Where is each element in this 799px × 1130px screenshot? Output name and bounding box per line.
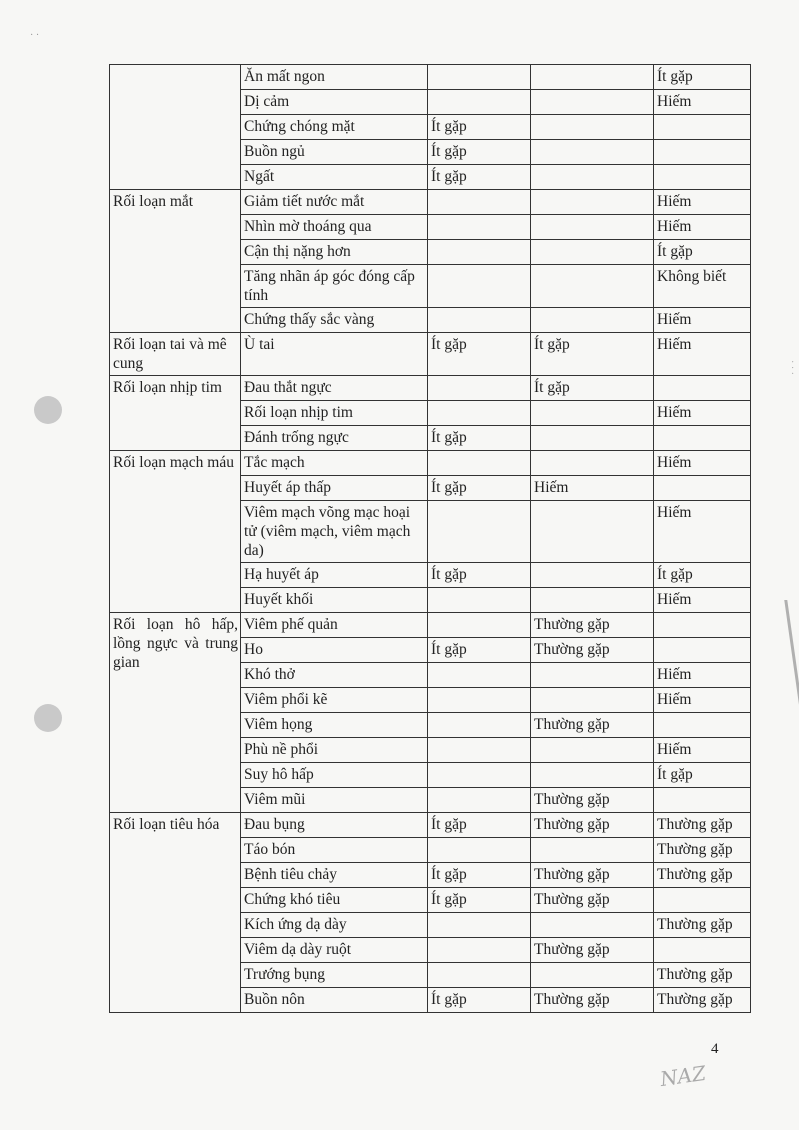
frequency-cell-1 xyxy=(428,90,531,115)
frequency-cell-1: Ít gặp xyxy=(428,426,531,451)
frequency-cell-3: Ít gặp xyxy=(654,563,751,588)
frequency-cell-3 xyxy=(654,713,751,738)
frequency-cell-1 xyxy=(428,913,531,938)
symptom-cell: Hạ huyết áp xyxy=(241,563,428,588)
edge-stamp xyxy=(764,600,799,710)
frequency-cell-1: Ít gặp xyxy=(428,165,531,190)
symptom-cell: Suy hô hấp xyxy=(241,763,428,788)
frequency-cell-1: Ít gặp xyxy=(428,638,531,663)
frequency-cell-3: Ít gặp xyxy=(654,763,751,788)
frequency-cell-3: Thường gặp xyxy=(654,813,751,838)
frequency-cell-2 xyxy=(531,838,654,863)
frequency-cell-2 xyxy=(531,451,654,476)
frequency-cell-3: Hiếm xyxy=(654,688,751,713)
symptom-cell: Giảm tiết nước mắt xyxy=(241,190,428,215)
frequency-cell-2 xyxy=(531,215,654,240)
frequency-cell-2 xyxy=(531,65,654,90)
symptom-cell: Ho xyxy=(241,638,428,663)
frequency-cell-3 xyxy=(654,376,751,401)
frequency-cell-3: Thường gặp xyxy=(654,913,751,938)
symptom-cell: Cận thị nặng hơn xyxy=(241,240,428,265)
frequency-cell-3: Hiếm xyxy=(654,215,751,240)
frequency-cell-2: Hiếm xyxy=(531,476,654,501)
symptom-cell: Viêm dạ dày ruột xyxy=(241,938,428,963)
frequency-cell-1 xyxy=(428,688,531,713)
frequency-cell-2 xyxy=(531,90,654,115)
symptom-cell: Đau bụng xyxy=(241,813,428,838)
frequency-cell-3: Hiếm xyxy=(654,588,751,613)
frequency-cell-2 xyxy=(531,688,654,713)
frequency-cell-1 xyxy=(428,190,531,215)
frequency-cell-2: Thường gặp xyxy=(531,713,654,738)
frequency-cell-3: Hiếm xyxy=(654,190,751,215)
frequency-cell-1: Ít gặp xyxy=(428,563,531,588)
symptom-cell: Viêm phế quản xyxy=(241,613,428,638)
frequency-cell-1: Ít gặp xyxy=(428,813,531,838)
table-row xyxy=(110,813,751,838)
frequency-cell-2 xyxy=(531,265,654,308)
symptom-cell: Phù nề phổi xyxy=(241,738,428,763)
symptom-cell: Đánh trống ngực xyxy=(241,426,428,451)
frequency-cell-1: Ít gặp xyxy=(428,863,531,888)
frequency-cell-2 xyxy=(531,763,654,788)
organ-class-cell: Rối loạn mạch máu xyxy=(110,451,241,613)
frequency-cell-1 xyxy=(428,963,531,988)
symptom-cell: Viêm phổi kẽ xyxy=(241,688,428,713)
frequency-cell-2 xyxy=(531,308,654,333)
frequency-cell-1: Ít gặp xyxy=(428,115,531,140)
frequency-cell-3: Thường gặp xyxy=(654,988,751,1013)
frequency-cell-1 xyxy=(428,308,531,333)
frequency-cell-3: Ít gặp xyxy=(654,240,751,265)
frequency-cell-2: Thường gặp xyxy=(531,613,654,638)
frequency-cell-2: Ít gặp xyxy=(531,376,654,401)
frequency-cell-3: Hiếm xyxy=(654,308,751,333)
frequency-cell-2: Thường gặp xyxy=(531,938,654,963)
symptom-cell: Huyết khối xyxy=(241,588,428,613)
frequency-cell-3: Ít gặp xyxy=(654,65,751,90)
symptom-cell: Ngất xyxy=(241,165,428,190)
frequency-cell-3: Hiếm xyxy=(654,90,751,115)
symptom-cell: Chứng thấy sắc vàng xyxy=(241,308,428,333)
frequency-cell-2: Thường gặp xyxy=(531,863,654,888)
frequency-cell-1 xyxy=(428,240,531,265)
symptom-cell: Đau thắt ngực xyxy=(241,376,428,401)
symptom-cell: Khó thở xyxy=(241,663,428,688)
frequency-cell-1 xyxy=(428,501,531,563)
frequency-cell-2 xyxy=(531,588,654,613)
organ-class-cell: Rối loạn tiêu hóa xyxy=(110,813,241,1013)
frequency-cell-1: Ít gặp xyxy=(428,333,531,376)
frequency-cell-3 xyxy=(654,115,751,140)
table-row xyxy=(110,190,751,215)
symptom-cell: Chứng khó tiêu xyxy=(241,888,428,913)
symptom-cell: Buồn nôn xyxy=(241,988,428,1013)
symptom-cell: Kích ứng dạ dày xyxy=(241,913,428,938)
frequency-cell-1 xyxy=(428,451,531,476)
frequency-cell-2 xyxy=(531,563,654,588)
frequency-cell-2: Thường gặp xyxy=(531,638,654,663)
table-row xyxy=(110,376,751,401)
edge-bleed-text: · · · xyxy=(786,360,797,375)
frequency-cell-3 xyxy=(654,788,751,813)
frequency-cell-1: Ít gặp xyxy=(428,140,531,165)
frequency-cell-1 xyxy=(428,215,531,240)
frequency-cell-1 xyxy=(428,738,531,763)
symptom-cell: Tắc mạch xyxy=(241,451,428,476)
frequency-cell-1 xyxy=(428,713,531,738)
symptom-cell: Buồn ngủ xyxy=(241,140,428,165)
frequency-cell-2 xyxy=(531,240,654,265)
frequency-cell-1 xyxy=(428,938,531,963)
frequency-cell-2 xyxy=(531,663,654,688)
frequency-cell-3: Hiếm xyxy=(654,501,751,563)
frequency-cell-2: Thường gặp xyxy=(531,788,654,813)
frequency-cell-1: Ít gặp xyxy=(428,476,531,501)
frequency-cell-2 xyxy=(531,165,654,190)
symptom-cell: Bệnh tiêu chảy xyxy=(241,863,428,888)
frequency-cell-1 xyxy=(428,838,531,863)
frequency-cell-3 xyxy=(654,613,751,638)
table-row xyxy=(110,613,751,638)
table-row xyxy=(110,65,751,90)
symptom-cell: Trướng bụng xyxy=(241,963,428,988)
symptom-cell: Huyết áp thấp xyxy=(241,476,428,501)
frequency-cell-2 xyxy=(531,190,654,215)
organ-class-cell: Rối loạn tai và mê cung xyxy=(110,333,241,376)
table-row xyxy=(110,451,751,476)
frequency-cell-1 xyxy=(428,763,531,788)
frequency-cell-3: Thường gặp xyxy=(654,838,751,863)
frequency-cell-2 xyxy=(531,140,654,165)
frequency-cell-3: Hiếm xyxy=(654,738,751,763)
frequency-cell-3: Hiếm xyxy=(654,401,751,426)
frequency-cell-1 xyxy=(428,588,531,613)
symptom-cell: Chứng chóng mặt xyxy=(241,115,428,140)
organ-class-cell xyxy=(110,65,241,190)
frequency-cell-1 xyxy=(428,265,531,308)
handwritten-initials: NAZ xyxy=(658,1060,708,1092)
frequency-cell-1 xyxy=(428,65,531,90)
frequency-cell-2 xyxy=(531,738,654,763)
frequency-cell-1 xyxy=(428,788,531,813)
frequency-cell-3 xyxy=(654,426,751,451)
organ-class-cell: Rối loạn nhịp tim xyxy=(110,376,241,451)
symptom-cell: Ù tai xyxy=(241,333,428,376)
frequency-cell-2 xyxy=(531,426,654,451)
frequency-cell-3 xyxy=(654,476,751,501)
symptom-cell: Nhìn mờ thoáng qua xyxy=(241,215,428,240)
punch-hole xyxy=(34,396,62,424)
frequency-cell-3: Hiếm xyxy=(654,451,751,476)
frequency-cell-2 xyxy=(531,115,654,140)
frequency-cell-2: Thường gặp xyxy=(531,813,654,838)
symptom-cell: Viêm họng xyxy=(241,713,428,738)
frequency-cell-3 xyxy=(654,938,751,963)
frequency-cell-3: Thường gặp xyxy=(654,863,751,888)
frequency-cell-1 xyxy=(428,401,531,426)
symptom-cell: Viêm mạch võng mạc hoại tử (viêm mạch, viêm mạch da) xyxy=(241,501,428,563)
frequency-cell-2 xyxy=(531,501,654,563)
frequency-cell-1 xyxy=(428,663,531,688)
symptom-cell: Rối loạn nhịp tim xyxy=(241,401,428,426)
frequency-cell-3 xyxy=(654,638,751,663)
frequency-cell-2: Thường gặp xyxy=(531,888,654,913)
frequency-cell-3: Thường gặp xyxy=(654,963,751,988)
frequency-cell-3 xyxy=(654,140,751,165)
frequency-cell-2: Ít gặp xyxy=(531,333,654,376)
frequency-cell-2 xyxy=(531,963,654,988)
frequency-cell-1 xyxy=(428,613,531,638)
frequency-cell-3 xyxy=(654,888,751,913)
adverse-reactions-table xyxy=(109,64,751,1013)
symptom-cell: Viêm mũi xyxy=(241,788,428,813)
frequency-cell-3: Hiếm xyxy=(654,333,751,376)
organ-class-cell: Rối loạn mắt xyxy=(110,190,241,333)
symptom-cell: Dị cảm xyxy=(241,90,428,115)
frequency-cell-2 xyxy=(531,913,654,938)
frequency-cell-2 xyxy=(531,401,654,426)
punch-hole xyxy=(34,704,62,732)
frequency-cell-3 xyxy=(654,165,751,190)
page-number: 4 xyxy=(711,1041,719,1057)
symptom-cell: Táo bón xyxy=(241,838,428,863)
frequency-cell-1: Ít gặp xyxy=(428,888,531,913)
frequency-cell-2: Thường gặp xyxy=(531,988,654,1013)
organ-class-cell: Rối loạn hô hấp, lồng ngực và trung gian xyxy=(110,613,241,813)
table-body xyxy=(110,65,751,1013)
symptom-cell: Ăn mất ngon xyxy=(241,65,428,90)
frequency-cell-3: Hiếm xyxy=(654,663,751,688)
table-row xyxy=(110,333,751,376)
frequency-cell-1: Ít gặp xyxy=(428,988,531,1013)
frequency-cell-3: Không biết xyxy=(654,265,751,308)
frequency-cell-1 xyxy=(428,376,531,401)
symptom-cell: Tăng nhãn áp góc đóng cấp tính xyxy=(241,265,428,308)
scan-specks: · · xyxy=(30,30,40,41)
